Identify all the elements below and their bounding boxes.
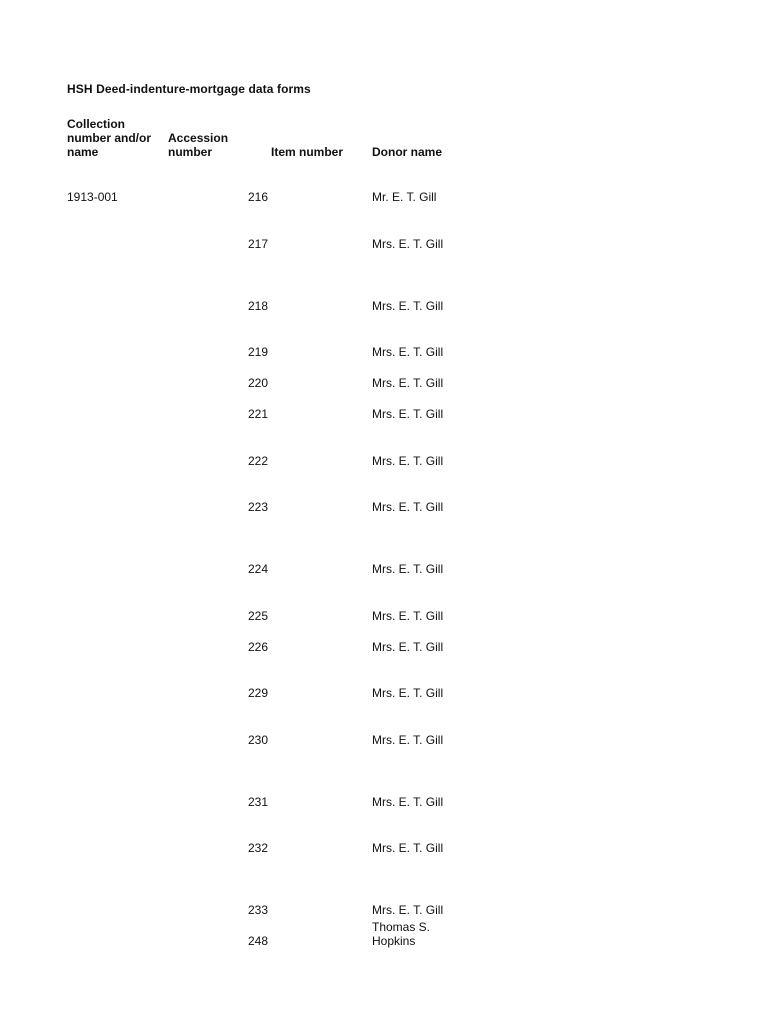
table-row [0,562,770,576]
table-row [0,920,770,948]
item-number-cell: 224 [247,562,268,576]
donor-name-cell: Mrs. E. T. Gill [372,686,444,700]
table-row [0,903,770,917]
donor-name-cell: Mrs. E. T. Gill [372,640,444,654]
collection-cell: 1913-001 [67,190,118,204]
donor-name-cell: Mrs. E. T. Gill [372,345,444,359]
item-number-cell: 232 [247,841,268,855]
donor-name-cell: Mrs. E. T. Gill [372,733,444,747]
item-number-cell: 225 [247,609,268,623]
donor-name-cell: Mr. E. T. Gill [372,190,437,204]
table-row [0,376,770,390]
table-row [0,190,770,204]
item-number-cell: 223 [247,500,268,514]
donor-name-cell: Mrs. E. T. Gill [372,376,444,390]
item-number-cell: 222 [247,454,268,468]
document-title: HSH Deed-indenture-mortgage data forms [67,82,311,96]
table-row [0,609,770,623]
donor-name-cell: Mrs. E. T. Gill [372,903,444,917]
donor-name-cell: Mrs. E. T. Gill [372,454,444,468]
table-row [0,345,770,359]
donor-name-cell: Mrs. E. T. Gill [372,795,444,809]
table-row [0,407,770,421]
table-row [0,841,770,855]
donor-name-cell: Mrs. E. T. Gill [372,500,444,514]
table-row [0,733,770,747]
item-number-cell: 216 [247,190,268,204]
item-number-cell: 218 [247,299,268,313]
table-row [0,640,770,654]
donor-name-cell: Mrs. E. T. Gill [372,299,444,313]
donor-name-cell: Mrs. E. T. Gill [372,237,444,251]
item-number-cell: 217 [247,237,268,251]
table-row [0,299,770,313]
table-row [0,500,770,514]
item-number-cell: 248 [247,934,268,948]
donor-name-cell: Mrs. E. T. Gill [372,562,444,576]
header-item-number: Item number [271,145,344,159]
item-number-cell: 231 [247,795,268,809]
table-row [0,686,770,700]
header-donor-name: Donor name [372,145,443,159]
table-row [0,454,770,468]
donor-name-cell: Mrs. E. T. Gill [372,841,444,855]
item-number-cell: 220 [247,376,268,390]
donor-name-cell: Mrs. E. T. Gill [372,609,444,623]
item-number-cell: 229 [247,686,268,700]
table-row [0,237,770,251]
donor-name-cell: Thomas S. Hopkins [372,920,431,948]
header-accession: Accession number [168,131,229,159]
item-number-cell: 233 [247,903,268,917]
item-number-cell: 226 [247,640,268,654]
item-number-cell: 219 [247,345,268,359]
item-number-cell: 230 [247,733,268,747]
table-row [0,795,770,809]
donor-name-cell: Mrs. E. T. Gill [372,407,444,421]
header-collection: Collection number and/or name [67,117,152,159]
item-number-cell: 221 [247,407,268,421]
